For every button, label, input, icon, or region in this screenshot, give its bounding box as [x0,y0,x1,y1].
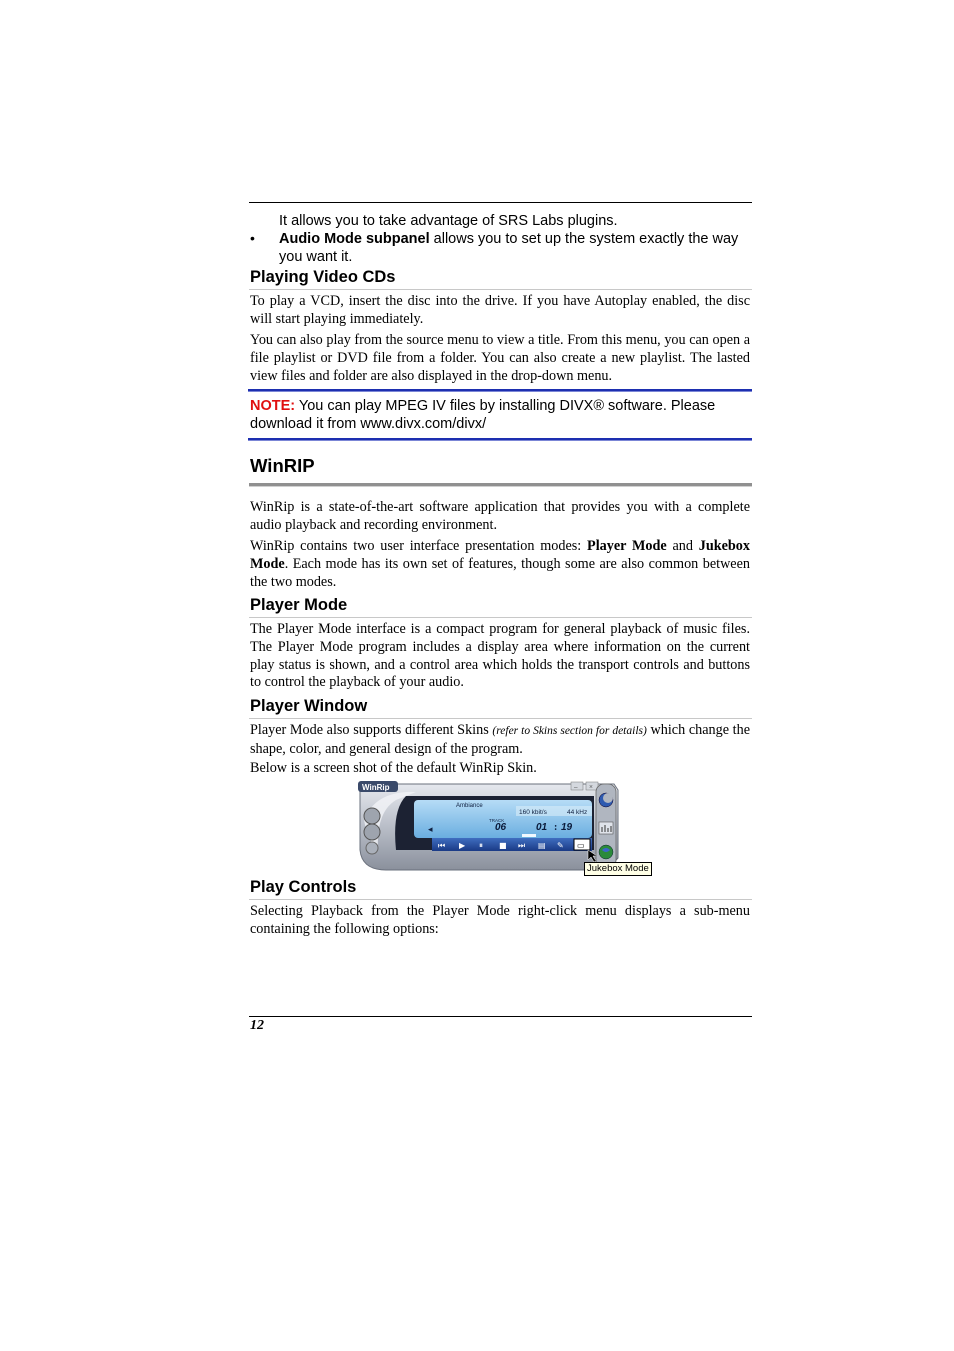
play-icon: ▶ [459,841,466,850]
winrip-p2-b: and [666,538,699,554]
close-icon: × [589,783,593,791]
winrip-p2-c: . Each mode has its own set of features, though some are also common between the two modes. [250,555,750,590]
bitrate-text: 160 kbit/s [519,809,547,816]
winrip-paragraph-2 [250,538,750,591]
tools-icon: ✎ [557,841,564,850]
player-window-paragraph-1 [250,722,750,759]
heading-play-controls: Play Controls [250,878,357,896]
bullet-audio-mode [279,230,749,266]
jukebox-mode-tooltip: Jukebox Mode [584,862,652,876]
previous-track-icon: ⏮ [438,841,446,850]
section-rule [249,899,752,900]
monitor-icon: ▭ [577,841,585,850]
time-colon: : [554,822,558,833]
pw-p1-b: which change the shape, color, and general design of the program. [250,722,750,757]
page-number: 12 [250,1018,264,1033]
control-bar [432,838,592,851]
bullet-icon: • [250,230,255,246]
winrip-paragraph-1: WinRip is a state-of-the-art software application that provides you with a complete audio playback and recording environment. [250,499,750,533]
heading-playing-video-cds: Playing Video CDs [250,268,396,286]
note-box [250,397,750,433]
note-label: NOTE: [250,398,296,414]
section-rule [249,617,752,618]
bullet-continuation: It allows you to take advantage of SRS Labs plugins. [279,213,618,229]
minimize-icon: – [574,783,578,791]
note-rule-top [248,389,752,392]
note-text: You can play MPEG IV files by installing DIVX® software. Please download it from www.divx.com/divx/ [250,398,716,432]
samplerate-text: 44 kHz [567,809,588,816]
pw-p1-italic: (refer to Skins section for details) [492,725,647,737]
section-rule [249,289,752,290]
moon-cutout [603,793,613,803]
seek-bar [522,834,536,837]
note-rule-bottom [248,438,752,441]
winrip-p2-player-mode: Player Mode [587,538,667,554]
track-number: 06 [495,822,507,833]
player-window-paragraph-2: Below is a screen shot of the default WinRip Skin. [250,760,537,776]
pause-icon: ⏸ [479,841,483,850]
track-title: Ambiance [456,803,483,809]
time-minutes: 01 [536,822,548,833]
audio-mode-text: allows you to set up the system exactly the way you want it. [279,231,739,265]
heading-player-window: Player Window [250,697,368,715]
player-mode-paragraph: The Player Mode interface is a compact program for general playback of music files. The Player Mode program includes a display area where information on the current play status is shown, and a control area which holds the transport controls and buttons to control the playback of your audio. [250,621,750,691]
left-round-button-2 [364,824,380,840]
next-track-icon: ⏭ [518,841,526,850]
left-round-button-3 [366,842,378,854]
stop-icon: ■ [499,841,507,850]
winrip-p2-jukebox-mode: Jukebox Mode [250,538,750,572]
left-round-button-1 [364,808,380,824]
winrip-logo-text: WinRip [362,783,390,792]
playing-video-paragraph-1: To play a VCD, insert the disc into the drive. If you have Autoplay enabled, the disc will start playing immediately. [250,293,750,327]
section-rule [249,718,752,719]
playing-video-paragraph-2: You can also play from the source menu to view a title. From this menu, you can open a file playlist or DVD file from a folder. You can also create a new playlist. The lasted view files and folder are also displayed in the drop-down menu. [250,332,750,384]
heading-winrip: WinRIP [250,455,315,476]
playlist-icon: ▤ [538,841,546,850]
winrip-rule [249,483,752,487]
footer-rule [249,1016,752,1017]
header-rule [249,202,752,203]
pw-p1-a: Player Mode also supports different Skins [250,722,493,738]
play-controls-paragraph: Selecting Playback from the Player Mode right-click menu displays a sub-menu containing the following options: [250,903,750,937]
winrip-p2-a: WinRip contains two user interface presentation modes: [250,538,588,554]
time-seconds: 19 [561,822,573,833]
audio-mode-label: Audio Mode subpanel [279,231,430,247]
volume-icon: ◂ [428,824,433,834]
heading-player-mode: Player Mode [250,596,348,614]
track-label: TRACK [489,818,505,823]
